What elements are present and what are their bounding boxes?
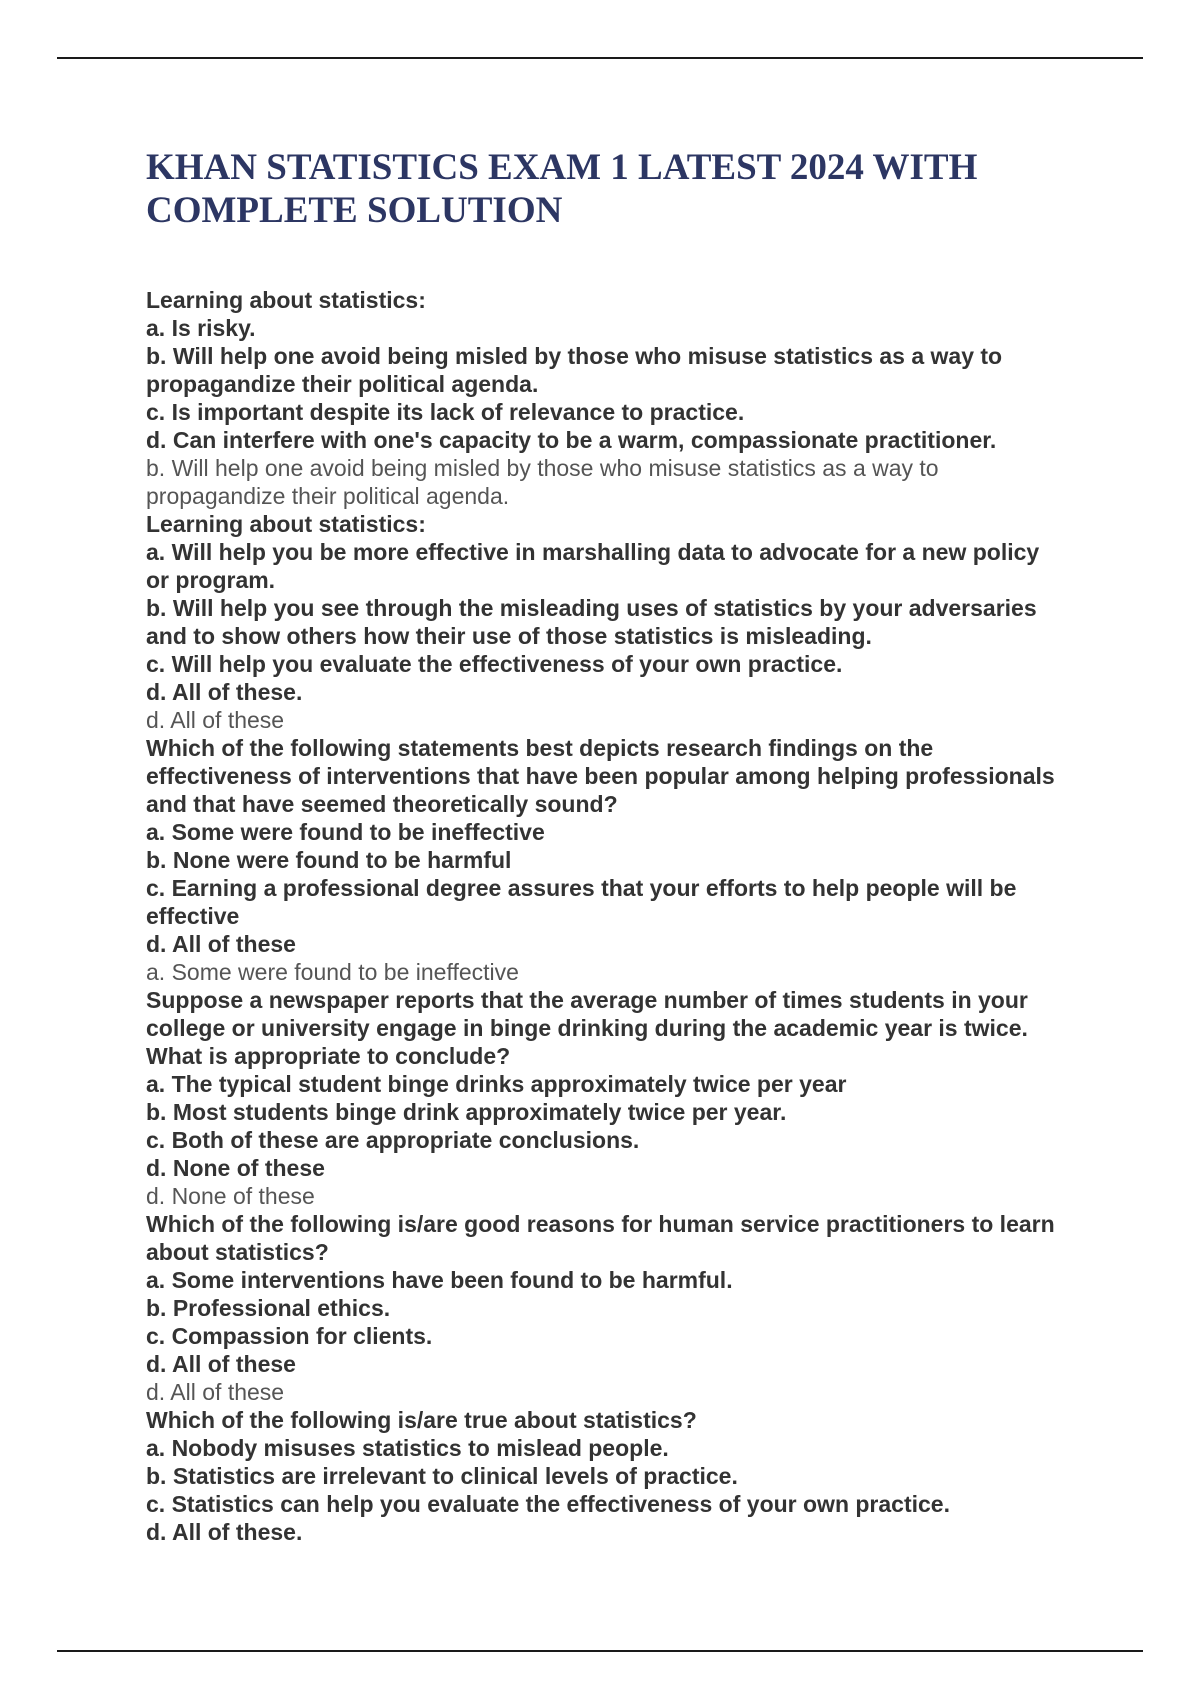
question-text: Which of the following statements best depicts research findings on the effectiveness of interventions that have been popular among helping professionals and that have seemed theoretically sound? — [146, 735, 1055, 817]
question-text: Which of the following is/are true about statistics? — [146, 1407, 697, 1433]
question-text: Learning about statistics: — [146, 287, 426, 313]
question-block — [146, 1210, 1066, 1406]
question-block — [146, 734, 1066, 986]
question-text: Learning about statistics: — [146, 511, 426, 537]
option-d: d. Can interfere with one's capacity to be a warm, compassionate practitioner. — [146, 427, 997, 453]
question-block — [146, 986, 1066, 1210]
document-title: KHAN STATISTICS EXAM 1 LATEST 2024 WITH COMPLETE SOLUTION — [146, 147, 978, 231]
option-b: b. Will help one avoid being misled by those who misuse statistics as a way to propagandize their political agenda. — [146, 343, 1003, 397]
answer-text: a. Some were found to be ineffective — [146, 959, 519, 985]
answer-text: d. All of these — [146, 1379, 285, 1405]
option-c: c. Statistics can help you evaluate the effectiveness of your own practice. — [146, 1491, 950, 1517]
option-b: b. Most students binge drink approximately twice per year. — [146, 1099, 787, 1125]
option-b: b. Statistics are irrelevant to clinical levels of practice. — [146, 1463, 738, 1489]
option-d: d. None of these — [146, 1155, 325, 1181]
option-b: b. None were found to be harmful — [146, 847, 512, 873]
option-a: a. The typical student binge drinks approximately twice per year — [146, 1071, 847, 1097]
option-c: c. Earning a professional degree assures that your efforts to help people will be effective — [146, 875, 1017, 929]
question-text: Which of the following is/are good reasons for human service practitioners to learn about statistics? — [146, 1211, 1055, 1265]
option-c: c. Both of these are appropriate conclusions. — [146, 1127, 640, 1153]
question-block — [146, 1406, 1066, 1546]
option-b: b. Will help you see through the misleading uses of statistics by your adversaries and to show others how their use of those statistics is misleading. — [146, 595, 1037, 649]
option-c: c. Is important despite its lack of relevance to practice. — [146, 399, 745, 425]
option-d: d. All of these. — [146, 1519, 303, 1545]
option-a: a. Nobody misuses statistics to mislead people. — [146, 1435, 669, 1461]
header-rule — [57, 57, 1143, 59]
option-d: d. All of these. — [146, 679, 303, 705]
option-a: a. Will help you be more effective in marshalling data to advocate for a new policy or program. — [146, 539, 1040, 593]
question-block — [146, 286, 1066, 510]
question-block — [146, 510, 1066, 734]
question-text: Suppose a newspaper reports that the average number of times students in your college or university engage in binge drinking during the academic year is twice. What is appropriate to conclude? — [146, 987, 1028, 1069]
option-d: d. All of these — [146, 1351, 296, 1377]
option-c: c. Compassion for clients. — [146, 1323, 433, 1349]
option-d: d. All of these — [146, 931, 296, 957]
option-a: a. Is risky. — [146, 315, 256, 341]
answer-text: d. None of these — [146, 1183, 315, 1209]
option-c: c. Will help you evaluate the effectiveness of your own practice. — [146, 651, 843, 677]
answer-text: d. All of these — [146, 707, 285, 733]
option-b: b. Professional ethics. — [146, 1295, 391, 1321]
question-list — [146, 286, 1066, 1546]
footer-rule — [57, 1650, 1143, 1652]
option-a: a. Some interventions have been found to be harmful. — [146, 1267, 733, 1293]
answer-text: b. Will help one avoid being misled by those who misuse statistics as a way to propagandize their political agenda. — [146, 455, 939, 509]
option-a: a. Some were found to be ineffective — [146, 819, 545, 845]
